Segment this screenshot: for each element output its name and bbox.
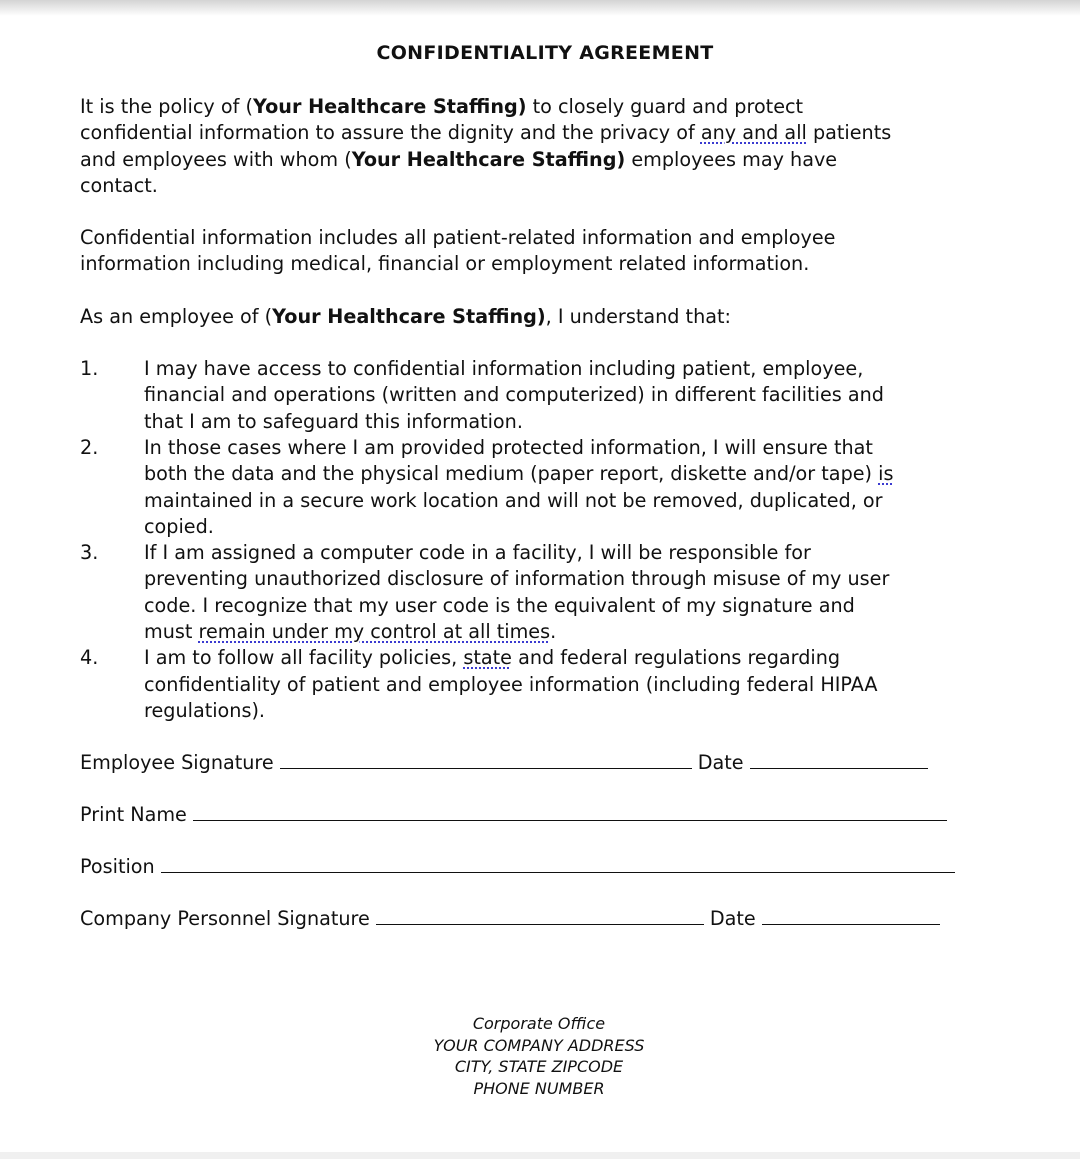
print-name-field[interactable]	[193, 802, 947, 821]
text-line	[80, 173, 1040, 199]
window-top-shadow	[0, 0, 1080, 16]
spellcheck-flagged-text: remain under my control at all times	[198, 620, 551, 644]
text-segment: to closely guard and protect	[526, 95, 804, 118]
text-segment: employees may have	[625, 147, 838, 171]
position-label: Position	[80, 855, 155, 878]
company-signature-row	[80, 906, 946, 932]
print-name-row	[80, 802, 953, 828]
list-item	[80, 645, 1040, 724]
text-line	[80, 251, 1040, 277]
text-segment: information including medical, financial or employment related information.	[80, 252, 810, 276]
text-line	[144, 409, 1040, 435]
text-line	[144, 356, 1040, 382]
company-name-bold: Your Healthcare Staffing)	[252, 95, 527, 118]
text-segment: regulations).	[144, 698, 266, 722]
print-name-label: Print Name	[80, 803, 187, 826]
employee-signature-label: Employee Signature	[80, 751, 274, 774]
text-segment: confidentiality of patient and employee information (including federal HIPAA	[144, 672, 878, 696]
text-segment: financial and operations (written and computerized) in different facilities and	[144, 383, 884, 407]
text-line	[80, 120, 1040, 146]
date-label: Date	[709, 907, 756, 930]
date-field[interactable]	[750, 750, 928, 769]
spellcheck-flagged-text: any and all	[700, 121, 807, 145]
footer-phone: PHONE NUMBER	[473, 1079, 605, 1099]
text-segment: code. I recognize that my user code is the equivalent of my signature and	[144, 593, 855, 617]
text-segment: that I am to safeguard this information.	[144, 409, 523, 433]
text-segment: If I am assigned a computer code in a facility, I will be responsible for	[144, 541, 811, 565]
text-line	[80, 304, 1040, 330]
position-row	[80, 854, 961, 880]
employee-signature-field[interactable]	[280, 750, 692, 769]
text-segment: It is the policy of (	[80, 95, 253, 118]
list-number: 1.	[80, 357, 99, 381]
paragraph	[80, 225, 1040, 278]
text-segment: .	[550, 620, 557, 644]
list-number: 2.	[80, 435, 99, 459]
date-label: Date	[697, 751, 744, 774]
position-field[interactable]	[161, 854, 955, 873]
list-number: 4.	[80, 646, 99, 670]
text-segment: I am to follow all facility policies,	[144, 646, 464, 670]
text-segment: I may have access to confidential information including patient, employee,	[144, 357, 864, 381]
document-title: CONFIDENTIALITY AGREEMENT	[376, 42, 714, 64]
text-line	[144, 593, 1040, 619]
text-line	[144, 435, 1040, 461]
date-field[interactable]	[762, 906, 940, 925]
paragraph	[80, 94, 1040, 199]
document-body	[80, 94, 1040, 724]
text-segment: both the data and the physical medium (paper report, diskette and/or tape)	[144, 462, 879, 486]
window-bottom-edge	[0, 1152, 1080, 1159]
footer-address-block	[0, 1013, 1078, 1100]
text-line	[80, 225, 1040, 251]
text-line	[80, 147, 1040, 173]
paragraph	[80, 304, 1040, 330]
text-line	[144, 540, 1040, 566]
text-line	[144, 645, 1040, 671]
text-segment: In those cases where I am provided protected information, I will ensure that	[144, 435, 873, 459]
spellcheck-flagged-text: state	[463, 646, 512, 670]
text-segment: Confidential information includes all patient-related information and employee	[80, 226, 836, 250]
footer-city: CITY, STATE ZIPCODE	[454, 1057, 624, 1077]
text-line	[80, 94, 1040, 120]
text-segment: As an employee of (	[80, 304, 273, 328]
text-line	[144, 461, 1040, 487]
list-item	[80, 540, 1040, 645]
list-number: 3.	[80, 541, 99, 565]
text-segment: must	[144, 620, 199, 644]
company-name-bold: Your Healthcare Staffing)	[272, 304, 546, 328]
text-line	[144, 672, 1040, 698]
text-line	[144, 488, 1040, 514]
text-line	[144, 566, 1040, 592]
list-item	[80, 356, 1040, 435]
company-name-bold: Your Healthcare Staffing)	[351, 147, 626, 171]
text-segment: contact.	[80, 173, 158, 197]
text-segment: and employees with whom (	[80, 147, 352, 171]
text-segment: preventing unauthorized disclosure of information through misuse of my user	[144, 567, 890, 591]
text-segment: and federal regulations regarding	[511, 646, 841, 670]
text-segment: , I understand that:	[545, 304, 731, 328]
footer-office: Corporate Office	[472, 1014, 606, 1033]
text-segment: copied.	[144, 514, 214, 538]
employee-signature-row	[80, 750, 934, 776]
company-signature-field[interactable]	[376, 906, 704, 925]
spellcheck-flagged-text: is	[878, 462, 894, 486]
numbered-list	[80, 356, 1040, 724]
text-line	[144, 619, 1040, 645]
footer-address: YOUR COMPANY ADDRESS	[433, 1035, 645, 1055]
text-segment: patients	[806, 121, 892, 145]
text-segment: maintained in a secure work location and will not be removed, duplicated, or	[144, 488, 883, 512]
text-line	[144, 382, 1040, 408]
text-line	[144, 698, 1040, 724]
list-item	[80, 435, 1040, 540]
text-segment: confidential information to assure the dignity and the privacy of	[80, 121, 701, 145]
text-line	[144, 514, 1040, 540]
company-signature-label: Company Personnel Signature	[80, 907, 370, 930]
